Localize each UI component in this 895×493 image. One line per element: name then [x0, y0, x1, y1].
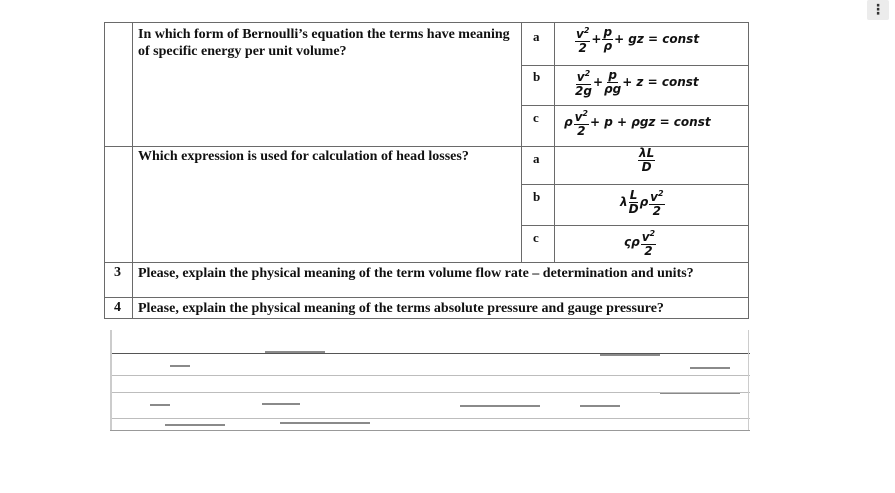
faded-line	[600, 354, 660, 356]
formula: ςρ $\frac{v^2}{2}$	[624, 229, 656, 258]
faded-line	[110, 430, 750, 431]
faded-line	[262, 403, 300, 405]
faded-line	[280, 422, 370, 424]
faded-line	[165, 424, 225, 426]
faded-line	[110, 418, 750, 419]
item-number: 3	[114, 265, 121, 280]
grid-line	[104, 297, 749, 298]
grid-line	[748, 22, 749, 318]
question-text: Please, explain the physical meaning of the term volume flow rate – determination and units?	[138, 266, 694, 281]
grid-line	[104, 22, 105, 318]
grid-line	[521, 225, 749, 226]
more-options-button[interactable]	[867, 0, 889, 20]
formula: ρ $\frac{v^2}{2}$ + p + ρgz = const	[564, 109, 711, 138]
formula: λ $\frac{L}{D}$ ρ $\frac{v^2}{2}$	[620, 188, 664, 218]
grid-line	[521, 105, 749, 106]
faded-line	[660, 393, 740, 394]
grid-line	[521, 22, 522, 262]
formula: $\frac{v^2}{2}$ + $\frac{p}{\rho}$ + gz = const	[576, 25, 700, 55]
faded-line	[265, 351, 325, 353]
question-sheet	[104, 22, 749, 318]
option-letter: a	[533, 29, 540, 44]
formula: $\frac{v^2}{2g}$ + $\frac{p}{\rho g}$ + z = const	[575, 68, 699, 98]
grid-line	[104, 318, 749, 319]
faded-line	[170, 365, 190, 367]
option-letter: b	[533, 189, 541, 204]
more-vertical-icon: ⋮	[871, 2, 885, 18]
question-text: Please, explain the physical meaning of the terms absolute pressure and gauge pressure?	[138, 301, 664, 316]
grid-line	[104, 22, 749, 23]
grid-line	[132, 22, 133, 318]
faded-line	[110, 392, 750, 393]
grid-line	[104, 262, 749, 263]
grid-line	[554, 22, 555, 262]
faded-line	[690, 367, 730, 369]
grid-line	[521, 65, 749, 66]
option-letter: b	[533, 69, 541, 84]
option-letter: c	[533, 230, 539, 245]
formula: $\frac{\lambda L}{D}$	[639, 146, 655, 174]
faded-line	[110, 375, 750, 376]
faded-line	[748, 330, 749, 430]
faded-line	[110, 330, 112, 430]
item-number: 4	[114, 300, 121, 315]
option-letter: a	[533, 151, 540, 166]
question-text: Which expression is used for calculation of head losses?	[138, 149, 469, 164]
question-text: In which form of Bernoulli’s equation the terms have meaning of specific energy per unit volume?	[138, 27, 510, 59]
faded-line	[150, 404, 170, 406]
option-letter: c	[533, 110, 539, 125]
faded-line	[460, 405, 540, 407]
grid-line	[521, 184, 749, 185]
faded-line	[580, 405, 620, 407]
